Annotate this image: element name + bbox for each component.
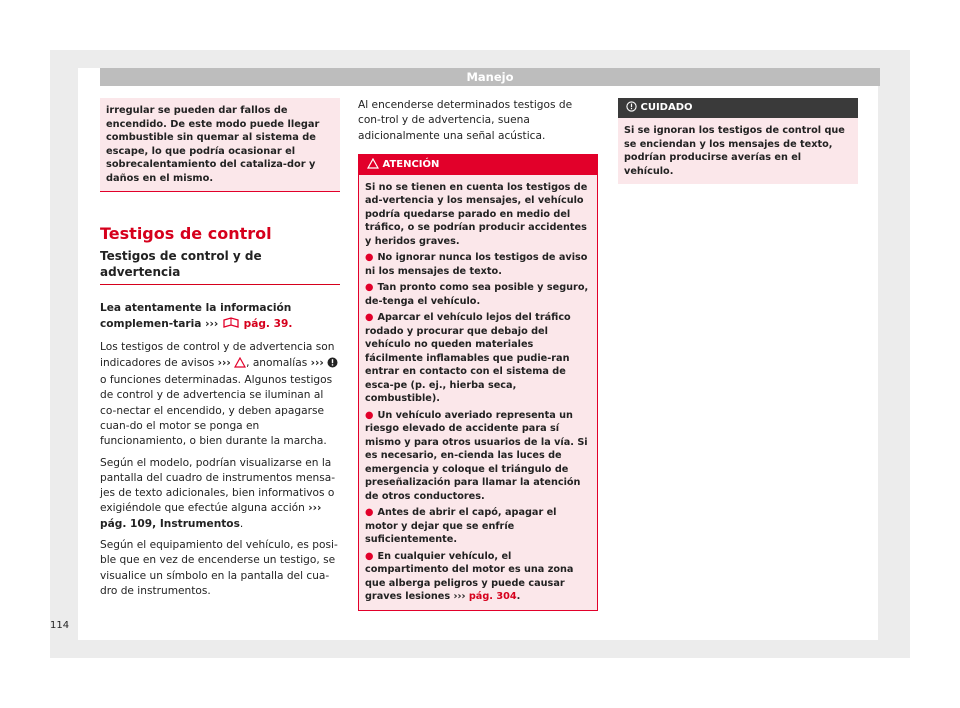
ref-arrow: ››› xyxy=(453,591,466,603)
section-subtitle: Testigos de control y de advertencia xyxy=(100,249,340,285)
paragraph-1 xyxy=(100,340,340,449)
list-item-text: No ignorar nunca los testigos de aviso ni los mensajes de texto. xyxy=(365,252,588,277)
list-item xyxy=(365,550,591,604)
list-item xyxy=(365,281,591,308)
paragraph-1-text-b: , anomalías xyxy=(246,356,308,369)
ref-arrow: ››› xyxy=(310,356,324,369)
warning-triangle-icon xyxy=(367,157,379,177)
book-icon xyxy=(222,316,240,334)
list-item-text: Aparcar el vehículo lejos del tráfico rodado y procurar que debajo del vehículo no queden materiales fácilmente inflamables que pudie-ran entrar en contacto con el sistema de esca-pe (p. ej., hierba seca, combustible). xyxy=(365,312,571,405)
warning-body xyxy=(359,175,597,610)
page-background xyxy=(50,50,910,658)
bullet-icon: ● xyxy=(365,550,374,562)
caution-box xyxy=(618,98,858,184)
page-reference-link[interactable]: pág. 304 xyxy=(468,591,517,603)
ref-arrow: ››› xyxy=(308,502,322,515)
intro-text: Lea atentamente la información complemen-taria xyxy=(100,301,292,331)
list-item xyxy=(365,506,591,547)
warning-title: ATENCIÓN xyxy=(382,158,440,170)
bullet-icon: ● xyxy=(365,507,374,519)
paragraph-1-text-c: o funciones determinadas. Algunos testigos de control y de advertencia se iluminan al co-nectar el encendido, y deben apagarse cuan-do el motor se ponga en funcionamiento, o bien durante la marcha. xyxy=(100,374,333,448)
list-item-end: . xyxy=(516,591,521,603)
column-middle xyxy=(358,98,598,611)
section-header: Manejo xyxy=(100,68,880,86)
bullet-icon: ● xyxy=(365,282,374,294)
page-reference-link[interactable]: pág. 39. xyxy=(243,318,293,331)
paragraph-1-text: Los testigos de control y de advertencia son indicadores de avisos xyxy=(100,341,335,369)
intro-paragraph xyxy=(100,301,340,335)
warning-box xyxy=(358,154,598,611)
column-right xyxy=(618,98,858,184)
alert-circle-icon xyxy=(327,357,338,373)
warning-intro: Si no se tienen en cuenta los testigos de ad-vertencia y los mensajes, el vehículo podría quedarse parado en medio del tráfico, o se podrían producir accidentes y heridos graves. xyxy=(365,181,588,247)
paragraph-3: Según el equipamiento del vehículo, es posi-ble que en vez de encenderse un testigo, se visualice un símbolo en la pantalla del cua-dro de instrumentos. xyxy=(100,539,338,597)
instrumentos-reference-link[interactable]: pág. 109, Instrumentos xyxy=(100,517,240,530)
section-title: Testigos de control xyxy=(100,224,272,243)
page-sheet xyxy=(78,68,878,640)
intro-paragraph: Al encenderse determinados testigos de con-trol y de advertencia, suena adicionalmente una señal acústica. xyxy=(358,99,573,142)
ref-arrow: ››› xyxy=(217,356,231,369)
bullet-icon: ● xyxy=(365,252,374,264)
list-item xyxy=(365,251,591,278)
caution-title: CUIDADO xyxy=(640,102,693,113)
warning-header xyxy=(359,155,597,175)
list-item xyxy=(365,409,591,504)
list-item-text: Antes de abrir el capó, apagar el motor y dejar que se enfríe suficientemente. xyxy=(365,507,557,546)
column-left xyxy=(100,98,340,605)
page-number: 114 xyxy=(50,620,70,631)
bullet-icon: ● xyxy=(365,312,374,324)
list-item-text: Un vehículo averiado representa un riesgo elevado de accidente para sí mismo y para otros usuarios de la vía. Si es necesario, en-cienda las luces de emergencia y coloque el triángulo de preseñalización para llamar la atención de otros conductores. xyxy=(365,409,588,502)
warning-triangle-icon xyxy=(234,357,246,373)
paragraph-2-text: Según el modelo, podrían visualizarse en la pantalla del cuadro de instrumentos mensa-jes de texto adicionales, bien informativos o exigiéndole que efectúe alguna acción xyxy=(100,456,336,515)
list-item xyxy=(365,311,591,406)
caution-header xyxy=(618,98,858,118)
list-item-text: En cualquier vehículo, el compartimento del motor es una zona que alberga peligros y puede causar graves lesiones xyxy=(365,550,574,603)
paragraph-2-end: . xyxy=(239,517,244,530)
note-box: irregular se pueden dar fallos de encendido. De este modo puede llegar combustible sin quemar al sistema de escape, lo que podría ocasionar el sobrecalentamiento del cataliza-dor y daños en el mismo. xyxy=(100,98,340,192)
bullet-icon: ● xyxy=(365,409,374,421)
list-item-text: Tan pronto como sea posible y seguro, de-tenga el vehículo. xyxy=(365,282,589,307)
info-circle-icon xyxy=(626,100,637,120)
caution-body: Si se ignoran los testigos de control que se enciendan y los mensajes de texto, podrían producirse averías en el vehículo. xyxy=(618,118,858,184)
ref-arrow: ››› xyxy=(205,318,219,331)
paragraph-2 xyxy=(100,456,340,532)
